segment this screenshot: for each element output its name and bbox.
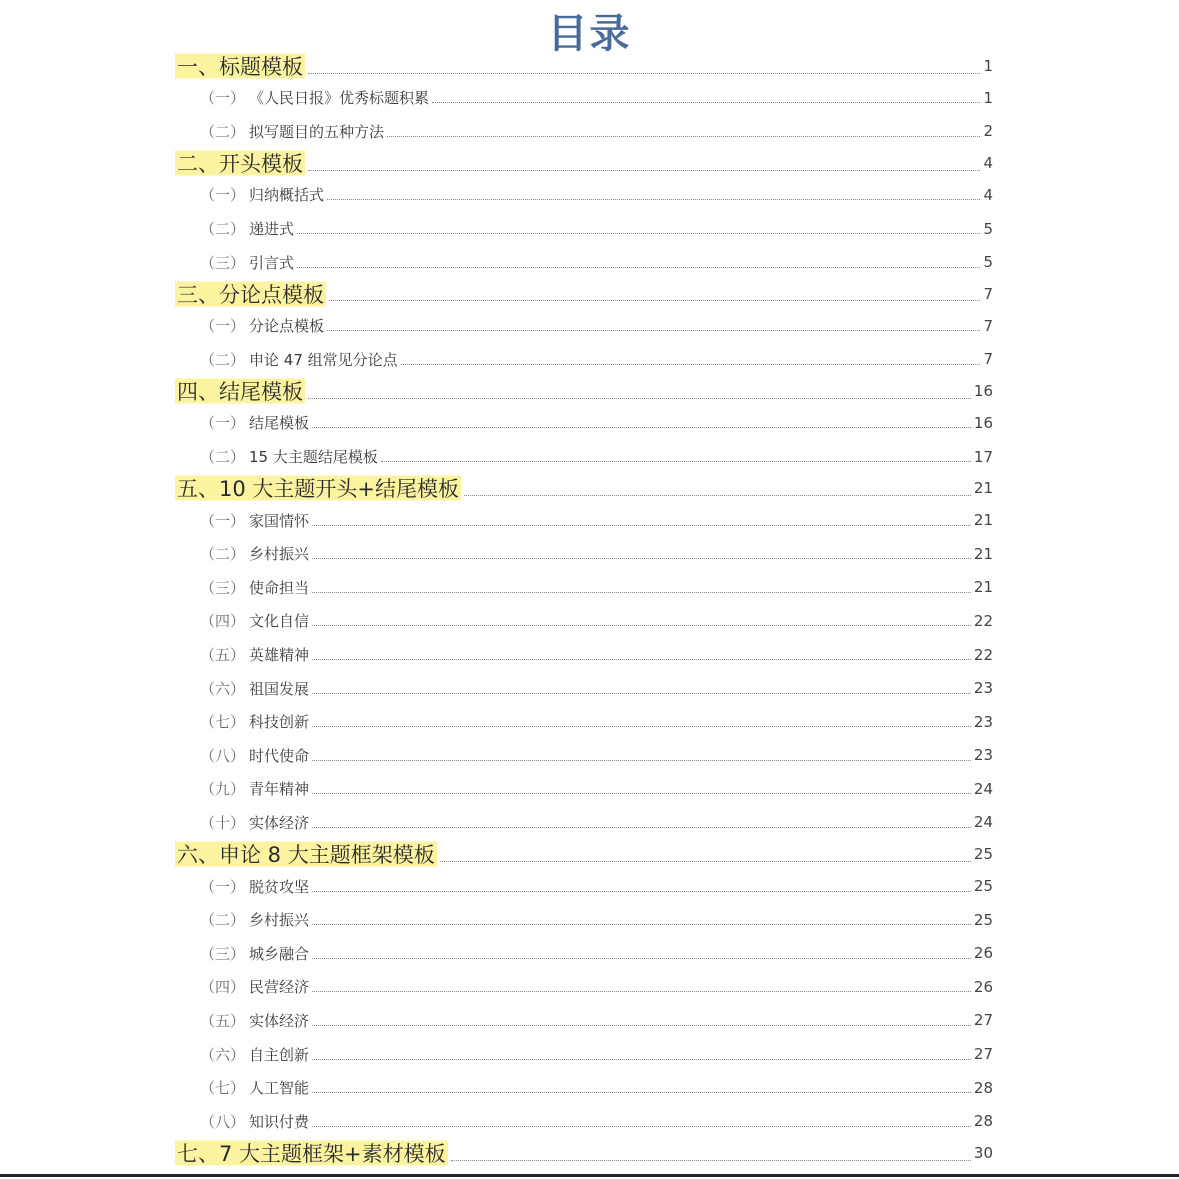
section-number: （一） — [200, 414, 246, 433]
toc-section-entry[interactable] — [175, 1104, 993, 1138]
entry-label: 三、分论点模板 — [175, 279, 326, 309]
toc-section-entry[interactable] — [175, 440, 993, 474]
toc-section-entry[interactable] — [175, 1037, 993, 1071]
dot-leader — [451, 1160, 971, 1161]
page-number: 1 — [983, 57, 993, 75]
page-number: 17 — [973, 447, 993, 466]
toc-chapter-entry[interactable] — [175, 376, 993, 406]
entry-label: 青年精神 — [249, 780, 310, 799]
toc-section-entry[interactable] — [175, 1071, 993, 1105]
toc-chapter-entry[interactable] — [175, 51, 993, 81]
entry-label: 人工智能 — [249, 1079, 310, 1098]
section-number: （五） — [200, 1011, 246, 1030]
toc-section-entry[interactable] — [175, 81, 993, 115]
page-number: 25 — [973, 910, 993, 929]
entry-label: 递进式 — [249, 220, 295, 239]
section-number: （六） — [200, 679, 246, 698]
toc-section-entry[interactable] — [175, 903, 993, 937]
dot-leader — [312, 760, 971, 761]
toc-section-entry[interactable] — [175, 604, 993, 638]
page-number: 7 — [983, 350, 993, 369]
page-number: 23 — [973, 746, 993, 765]
entry-label: 知识付费 — [249, 1112, 310, 1131]
section-number: （一） — [200, 511, 246, 530]
dot-leader — [312, 991, 971, 992]
entry-label: 15 大主题结尾模板 — [249, 448, 378, 467]
dot-leader — [312, 1059, 971, 1060]
entry-label: 四、结尾模板 — [175, 376, 305, 406]
toc-chapter-entry[interactable] — [175, 839, 993, 869]
entry-label: 分论点模板 — [249, 317, 325, 336]
dot-leader — [312, 427, 971, 428]
page-number: 4 — [983, 154, 993, 173]
toc-section-entry[interactable] — [175, 936, 993, 970]
entry-label: 一、标题模板 — [175, 51, 305, 81]
section-number: （二） — [200, 448, 246, 467]
entry-label: 民营经济 — [249, 978, 310, 997]
dot-leader — [464, 495, 971, 496]
dot-leader — [297, 233, 980, 234]
toc-section-entry[interactable] — [175, 212, 993, 246]
section-number: （一） — [200, 877, 246, 896]
section-number: （三） — [200, 578, 246, 597]
section-number: （五） — [200, 646, 246, 665]
toc-chapter-entry[interactable] — [175, 148, 993, 178]
toc-section-entry[interactable] — [175, 772, 993, 806]
section-number: （九） — [200, 780, 246, 799]
toc-chapter-entry[interactable] — [175, 279, 993, 309]
dot-leader — [312, 1092, 971, 1093]
entry-label: 七、7 大主题框架+素材模板 — [175, 1138, 448, 1168]
entry-label: 结尾模板 — [249, 414, 310, 433]
toc-title: 目录 — [547, 11, 632, 57]
dot-leader — [312, 592, 971, 593]
entry-label: 实体经济 — [249, 1011, 310, 1030]
section-number: （八） — [200, 746, 246, 765]
dot-leader — [312, 1025, 971, 1026]
dot-leader — [312, 924, 971, 925]
page-number: 23 — [973, 679, 993, 698]
section-number: （一） — [200, 317, 246, 336]
section-number: （四） — [200, 978, 246, 997]
entry-label: 时代使命 — [249, 746, 310, 765]
page-number: 22 — [973, 645, 993, 664]
dot-leader — [327, 330, 980, 331]
dot-leader — [329, 300, 980, 301]
toc-section-entry[interactable] — [175, 503, 993, 537]
dot-leader — [312, 525, 971, 526]
entry-label: 文化自信 — [249, 612, 310, 631]
dot-leader — [312, 625, 971, 626]
section-number: （八） — [200, 1112, 246, 1131]
page-number: 24 — [973, 813, 993, 832]
toc-section-entry[interactable] — [175, 671, 993, 705]
dot-leader — [432, 102, 980, 103]
toc-chapter-entry[interactable] — [175, 473, 993, 503]
entry-label: 自主创新 — [249, 1045, 310, 1064]
dot-leader — [312, 659, 971, 660]
page-number: 26 — [973, 977, 993, 996]
section-number: （七） — [200, 713, 246, 732]
page-number: 16 — [973, 382, 993, 401]
entry-label: 拟写题目的五种方法 — [249, 122, 385, 141]
section-number: （四） — [200, 612, 246, 631]
toc-section-entry[interactable] — [175, 343, 993, 377]
page-number: 25 — [973, 845, 993, 864]
page-number: 24 — [973, 779, 993, 798]
entry-label: 脱贫攻坚 — [249, 877, 310, 896]
section-number: （一） — [200, 89, 246, 108]
toc-section-entry[interactable] — [175, 406, 993, 440]
toc-section-entry[interactable] — [175, 739, 993, 773]
page-number: 23 — [973, 712, 993, 731]
page-number: 28 — [973, 1112, 993, 1131]
dot-leader — [381, 461, 971, 462]
entry-label: 城乡融合 — [249, 944, 310, 963]
dot-leader — [312, 958, 971, 959]
toc-section-entry[interactable] — [175, 869, 993, 903]
page-number: 7 — [983, 284, 993, 303]
page-number: 5 — [983, 219, 993, 238]
page-number: 1 — [983, 88, 993, 107]
page-number: 5 — [983, 253, 993, 272]
page-number: 16 — [973, 413, 993, 432]
entry-label: 英雄精神 — [249, 646, 310, 665]
toc-section-entry[interactable] — [175, 245, 993, 279]
dot-leader — [327, 199, 980, 200]
dot-leader — [297, 267, 980, 268]
dot-leader — [312, 793, 971, 794]
section-number: （二） — [200, 122, 246, 141]
page-number: 21 — [973, 544, 993, 563]
section-number: （二） — [200, 911, 246, 930]
page-number: 7 — [983, 316, 993, 335]
dot-leader — [312, 891, 971, 892]
toc-section-entry[interactable] — [175, 806, 993, 840]
dot-leader — [312, 558, 971, 559]
entry-label: 二、开头模板 — [175, 148, 305, 178]
page-number: 27 — [973, 1011, 993, 1030]
entry-label: 六、申论 8 大主题框架模板 — [175, 839, 437, 869]
page-number: 21 — [973, 578, 993, 597]
toc-section-entry[interactable] — [175, 178, 993, 212]
toc-chapter-entry[interactable] — [175, 1138, 993, 1168]
section-number: （十） — [200, 813, 246, 832]
dot-leader — [387, 136, 980, 137]
entry-label: 五、10 大主题开头+结尾模板 — [175, 473, 461, 503]
section-number: （三） — [200, 253, 246, 272]
toc-section-entry[interactable] — [175, 571, 993, 605]
dot-leader — [308, 398, 971, 399]
entry-label: 《人民日报》优秀标题积累 — [249, 89, 430, 108]
section-number: （二） — [200, 220, 246, 239]
entry-label: 祖国发展 — [249, 679, 310, 698]
dot-leader — [312, 1126, 971, 1127]
entry-label: 乡村振兴 — [249, 545, 310, 564]
page-number: 26 — [973, 944, 993, 963]
page-number: 22 — [973, 611, 993, 630]
page-number: 27 — [973, 1045, 993, 1064]
entry-label: 归纳概括式 — [249, 186, 325, 205]
dot-leader — [401, 364, 980, 365]
dot-leader — [312, 827, 971, 828]
section-number: （七） — [200, 1079, 246, 1098]
dot-leader — [312, 726, 971, 727]
page-number: 25 — [973, 877, 993, 896]
toc-section-entry[interactable] — [175, 537, 993, 571]
entry-label: 家国情怀 — [249, 511, 310, 530]
dot-leader — [308, 73, 980, 74]
section-number: （六） — [200, 1045, 246, 1064]
toc-section-entry[interactable] — [175, 309, 993, 343]
toc-section-entry[interactable] — [175, 115, 993, 149]
page-number: 28 — [973, 1078, 993, 1097]
section-number: （二） — [200, 350, 246, 369]
dot-leader — [312, 693, 971, 694]
section-number: （一） — [200, 186, 246, 205]
page-number: 21 — [973, 479, 993, 498]
entry-label: 乡村振兴 — [249, 911, 310, 930]
toc-section-entry[interactable] — [175, 1004, 993, 1038]
toc-section-entry[interactable] — [175, 638, 993, 672]
page-number: 30 — [973, 1144, 993, 1163]
entry-label: 使命担当 — [249, 578, 310, 597]
section-number: （二） — [200, 545, 246, 564]
page-number: 2 — [983, 122, 993, 141]
dot-leader — [308, 170, 980, 171]
entry-label: 实体经济 — [249, 813, 310, 832]
toc-section-entry[interactable] — [175, 970, 993, 1004]
toc-section-entry[interactable] — [175, 705, 993, 739]
table-of-contents — [175, 51, 993, 1168]
page-number: 4 — [983, 185, 993, 204]
entry-label: 申论 47 组常见分论点 — [249, 350, 398, 369]
page-number: 21 — [973, 511, 993, 530]
section-number: （三） — [200, 944, 246, 963]
dot-leader — [440, 861, 971, 862]
entry-label: 科技创新 — [249, 713, 310, 732]
entry-label: 引言式 — [249, 253, 295, 272]
page-bottom-divider — [0, 1174, 1179, 1177]
